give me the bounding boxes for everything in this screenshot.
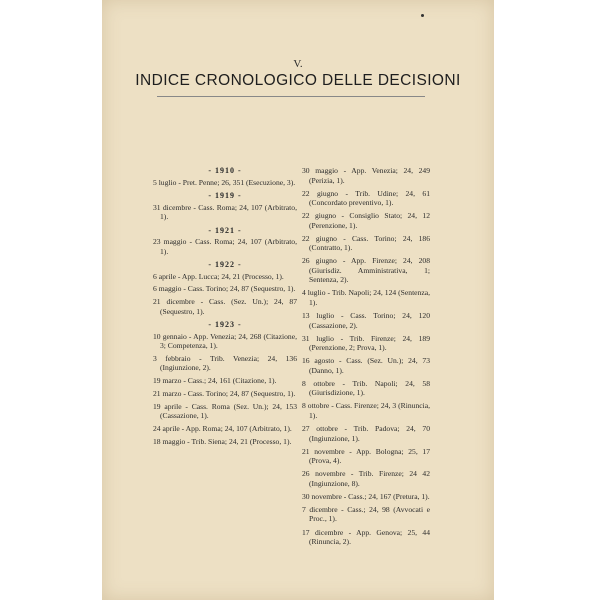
decision-entry: 24 aprile - App. Roma; 24, 107 (Arbitrato, 1). [153, 424, 292, 434]
decision-entry: 22 giugno - Trib. Udine; 24, 61 (Concordato preventivo, 1). [302, 188, 430, 208]
decision-entry: 22 giugno - Cass. Torino; 24, 186 (Contratto, 1). [302, 233, 430, 253]
decision-entry: 30 maggio - App. Venezia; 24, 249 (Perizia, 1). [302, 166, 430, 185]
decision-entry: 8 ottobre - Trib. Napoli; 24, 58 (Giurisdizione, 1). [302, 378, 430, 398]
section-number: V. [293, 58, 303, 70]
decision-entry: 4 luglio - Trib. Napoli; 24, 124 (Sentenza, 1). [302, 288, 430, 307]
decision-entry: 10 gennaio - App. Venezia; 24, 268 (Citazione, 3; Competenza, 1). [153, 331, 297, 351]
decision-entry: 6 aprile - App. Lucca; 24, 21 (Processo, 1). [153, 271, 284, 281]
decision-entry: 27 ottobre - Trib. Padova; 24, 70 (Ingiunzione, 1). [302, 424, 430, 443]
left-column [153, 166, 297, 450]
decision-entry: 23 maggio - Cass. Roma; 24, 107 (Arbitrato, 1). [153, 237, 297, 256]
title-rule [157, 96, 425, 97]
decision-entry: 17 dicembre - App. Genova; 25, 44 (Rinuncia, 2). [302, 527, 430, 546]
decision-entry: 21 marzo - Cass. Torino; 24, 87 (Sequestro, 1). [153, 388, 296, 398]
decision-entry: 3 febbraio - Trib. Venezia; 24, 136 (Ingiunzione, 2). [153, 353, 297, 373]
decision-entry: 19 marzo - Cass.; 24, 161 (Citazione, 1). [153, 376, 277, 386]
decision-entry: 16 agosto - Cass. (Sez. Un.); 24, 73 (Danno, 1). [302, 356, 430, 375]
year-heading: - 1923 - [208, 320, 242, 330]
decision-entry: 6 maggio - Cass. Torino; 24, 87 (Sequestro, 1). [153, 284, 296, 294]
decision-entry: 8 ottobre - Cass. Firenze; 24, 3 (Rinuncia, 1). [302, 401, 430, 420]
decision-entry: 26 novembre - Trib. Firenze; 24 42 (Ingiunzione, 8). [302, 469, 430, 488]
decision-entry: 13 luglio - Cass. Torino; 24, 120 (Cassazione, 2). [302, 311, 430, 330]
year-heading: - 1910 - [208, 166, 242, 175]
page-mark [421, 14, 424, 17]
decision-entry: 31 luglio - Trib. Firenze; 24, 189 (Perenzione, 2; Prova, 1). [302, 333, 430, 353]
year-heading: - 1922 - [208, 260, 242, 269]
year-heading: - 1919 - [208, 191, 242, 200]
decision-entry: 26 giugno - App. Firenze; 24, 208 (Giurisdiz. Amministrativa, 1; Sentenza, 2). [302, 256, 430, 285]
decision-entry: 30 novembre - Cass.; 24, 167 (Pretura, 1). [302, 491, 430, 501]
decision-entry: 31 dicembre - Cass. Roma; 24, 107 (Arbitrato, 1). [153, 202, 297, 221]
decision-entry: 18 maggio - Trib. Siena; 24, 21 (Processo, 1). [153, 436, 292, 446]
decision-entry: 21 novembre - App. Bologna; 25, 17 (Prova, 4). [302, 446, 430, 466]
right-column [302, 166, 430, 550]
decision-entry: 21 dicembre - Cass. (Sez. Un.); 24, 87 (Sequestro, 1). [153, 297, 297, 316]
page-title: INDICE CRONOLOGICO DELLE DECISIONI [135, 72, 461, 89]
decision-entry: 7 dicembre - Cass.; 24, 98 (Avvocati e Proc., 1). [302, 504, 430, 524]
decision-entry: 5 luglio - Pret. Penne; 26, 351 (Esecuzione, 3). [153, 177, 296, 187]
decision-entry: 22 giugno - Consiglio Stato; 24, 12 (Perenzione, 1). [302, 211, 430, 230]
document-page [102, 0, 494, 600]
decision-entry: 19 aprile - Cass. Roma (Sez. Un.); 24, 153 (Cassazione, 1). [153, 401, 297, 421]
year-heading: - 1921 - [208, 225, 242, 235]
